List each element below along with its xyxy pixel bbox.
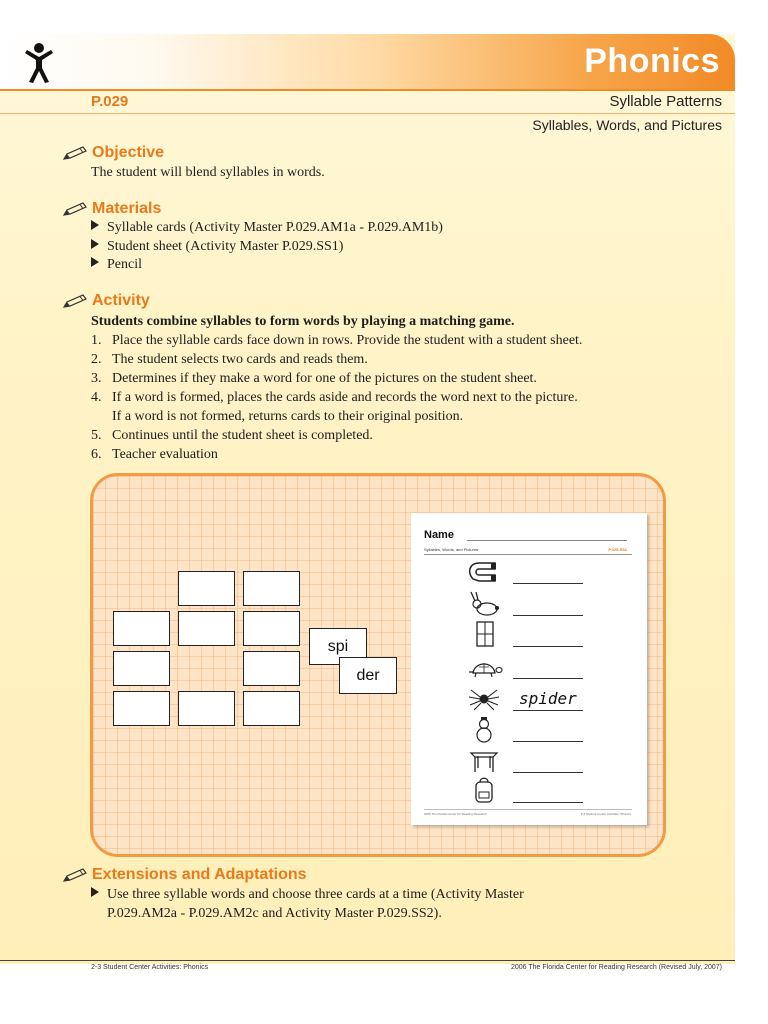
list-item: Syllable cards (Activity Master P.029.AM1a - P.029.AM1b) [91,219,443,238]
sheet-code: P.029.SS1 [608,547,627,552]
answer-line [513,802,583,803]
materials-list [91,219,443,275]
list-item: 4. If a word is formed, places the cards aside and records the word next to the picture. [91,390,578,405]
footer-rule [0,960,735,961]
face-down-card [113,651,170,686]
list-item: Pencil [91,256,443,275]
list-item: 1. Place the syllable cards face down in rows. Provide the student with a student sheet. [91,333,583,348]
activity-label: Activity [92,292,150,309]
backpack-icon [465,777,503,803]
list-item: 3. Determines if they make a word for one of the pictures on the student sheet. [91,371,537,386]
subtitle-divider [0,113,735,114]
list-item: P.029.AM2a - P.029.AM2c and Activity Master P.029.SS2). [107,905,442,921]
answer-line [513,583,583,584]
header-underline [0,89,735,91]
bullet-arrow-icon [91,257,99,267]
footer-left: 2-3 Student Center Activities: Phonics [91,964,209,971]
pencil-icon [62,145,88,161]
rabbit-icon [465,591,503,617]
handwritten-answer: spider [519,689,577,708]
answer-line [513,678,583,679]
sheet-footer-left: 2006 The Florida Center for Reading Research [424,812,487,816]
list-item: Student sheet (Activity Master P.029.SS1) [91,238,443,257]
activity-heading [62,292,150,310]
bullet-arrow-icon [91,887,99,897]
answer-line [513,646,583,647]
turtle-icon [465,655,503,681]
table-icon [465,747,503,773]
syllable-card-spi: spi [309,628,367,665]
activity-steps [91,331,691,464]
list-item: Use three syllable words and choose three cards at a time (Activity Master [91,886,524,905]
list-item: If a word is not formed, returns cards to their original position. [112,409,464,424]
pencil-icon [62,867,88,883]
page-title: Phonics [584,42,720,80]
student-sheet [411,513,647,825]
materials-heading [62,200,161,218]
snowman-icon [465,717,503,743]
face-down-card [243,611,300,646]
sheet-name-line [467,540,627,541]
face-down-card [243,651,300,686]
bullet-arrow-icon [91,239,99,249]
person-logo-icon [22,42,56,84]
face-down-card [178,691,235,726]
window-icon [465,621,503,647]
materials-label: Materials [92,200,162,217]
face-down-card [178,611,235,646]
syllable-card-der: der [339,657,397,694]
footer-right: 2006 The Florida Center for Reading Research (Revised July, 2007) [510,964,722,971]
sheet-name-label: Name [424,529,454,541]
sheet-rule [424,554,632,555]
extensions-label: Extensions and Adaptations [92,866,307,883]
spider-icon [465,685,503,711]
activity-code: P.029 [91,93,129,110]
extensions-list [91,886,524,923]
face-down-card [243,691,300,726]
objective-text: The student will blend syllables in words. [91,165,325,180]
objective-heading [62,144,164,162]
pencil-icon [62,201,88,217]
objective-label: Objective [92,144,165,161]
bullet-arrow-icon [91,220,99,230]
sheet-title: Syllables, Words, and Pictures [424,547,479,552]
sheet-footer-right: 2-3 Student Center Activities: Phonics [580,812,631,816]
face-down-card [113,691,170,726]
answer-line [513,615,583,616]
answer-line [513,741,583,742]
subtopic-title: Syllables, Words, and Pictures [532,117,722,133]
face-down-card [243,571,300,606]
sheet-footer-rule [424,809,632,810]
face-down-card [113,611,170,646]
magnet-icon [465,559,503,585]
activity-intro: Students combine syllables to form words by playing a matching game. [91,314,515,329]
extensions-heading [62,866,307,884]
activity-illustration [90,473,666,857]
list-item: 2. The student selects two cards and reads them. [91,352,368,367]
answer-line [513,710,583,711]
pencil-icon [62,293,88,309]
face-down-card [178,571,235,606]
answer-line [513,772,583,773]
list-item: 6. Teacher evaluation [91,447,218,462]
topic-title: Syllable Patterns [609,93,722,110]
list-item: 5. Continues until the student sheet is completed. [91,428,373,443]
